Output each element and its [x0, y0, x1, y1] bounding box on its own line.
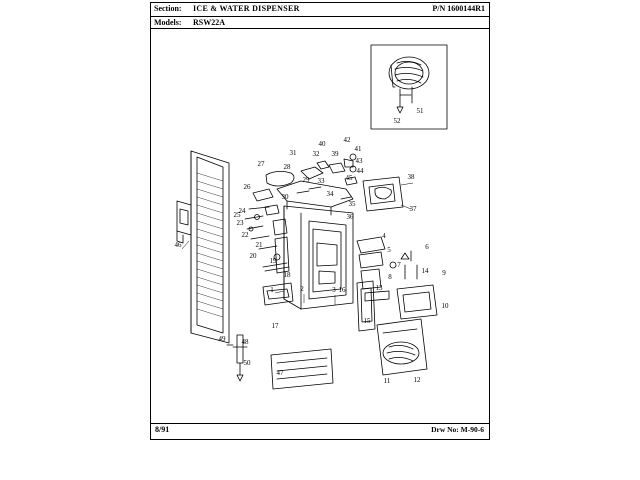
- callout-number: 52: [393, 117, 401, 125]
- callout-number: 12: [413, 376, 421, 384]
- callout-number: 24: [238, 207, 246, 215]
- callout-number: 48: [241, 338, 249, 346]
- callout-number: 45: [345, 174, 353, 182]
- callout-number: 32: [312, 150, 320, 158]
- callout-number: 36: [346, 213, 354, 221]
- revision-date: 8/91: [155, 425, 170, 434]
- callout-number: 47: [276, 369, 284, 377]
- callout-number: 38: [407, 173, 415, 181]
- callout-number: 40: [318, 140, 326, 148]
- callout-number: 50: [243, 359, 251, 367]
- drawing-number: Drw No: M-90-6: [431, 425, 484, 434]
- callout-number: 1: [270, 286, 274, 294]
- callout-number: 29: [302, 176, 310, 184]
- page-header: [151, 3, 489, 29]
- models-value: RSW22A: [193, 18, 226, 27]
- callout-number: 30: [281, 193, 289, 201]
- callout-number: 10: [441, 302, 449, 310]
- callout-number: 18: [283, 271, 291, 279]
- callout-number: 19: [269, 257, 277, 265]
- callout-number: 7: [397, 261, 401, 269]
- callout-number: 15: [363, 317, 371, 325]
- header-row-section: [151, 3, 489, 16]
- callout-number: 2: [300, 285, 304, 293]
- callout-number: 16: [338, 286, 346, 294]
- callout-number: 26: [243, 183, 251, 191]
- callout-number: 3: [332, 286, 336, 294]
- exploded-diagram-art: [151, 29, 489, 423]
- callout-number: 46: [174, 241, 182, 249]
- inset-frame: [371, 45, 447, 129]
- callout-number: 20: [249, 252, 257, 260]
- callout-number: 13: [375, 284, 383, 292]
- callout-number: 25: [233, 211, 241, 219]
- callout-number: 51: [416, 107, 424, 115]
- callout-number: 49: [218, 335, 226, 343]
- callout-number: 17: [271, 322, 279, 330]
- callout-number: 23: [236, 219, 244, 227]
- callout-number: 35: [348, 200, 356, 208]
- parts-diagram-page: [150, 2, 490, 440]
- section-value: ICE & WATER DISPENSER: [193, 4, 300, 13]
- callout-number: 28: [283, 163, 291, 171]
- header-row-models: [151, 16, 489, 30]
- callout-number: 27: [257, 160, 265, 168]
- callout-number: 14: [421, 267, 429, 275]
- callout-number: 39: [331, 150, 339, 158]
- callout-number: 42: [343, 136, 351, 144]
- callout-numbers: [175, 107, 450, 385]
- diagram-canvas: [151, 29, 489, 423]
- callout-number: 5: [387, 246, 391, 254]
- callout-number: 8: [388, 273, 392, 281]
- models-label: Models:: [154, 18, 182, 27]
- callout-number: 37: [409, 205, 417, 213]
- callout-number: 22: [241, 231, 249, 239]
- section-label: Section:: [154, 4, 182, 13]
- part-number: P/N 1600144R1: [432, 4, 485, 13]
- callout-number: 4: [382, 232, 386, 240]
- callout-number: 34: [326, 190, 334, 198]
- callout-number: 44: [356, 167, 364, 175]
- callout-number: 21: [255, 241, 263, 249]
- callout-number: 6: [425, 243, 429, 251]
- page-footer: [151, 423, 489, 439]
- callout-number: 9: [442, 269, 446, 277]
- callout-number: 41: [354, 145, 362, 153]
- callout-number: 31: [289, 149, 297, 157]
- callout-number: 33: [317, 177, 325, 185]
- callout-number: 43: [355, 157, 363, 165]
- callout-number: 11: [383, 377, 391, 385]
